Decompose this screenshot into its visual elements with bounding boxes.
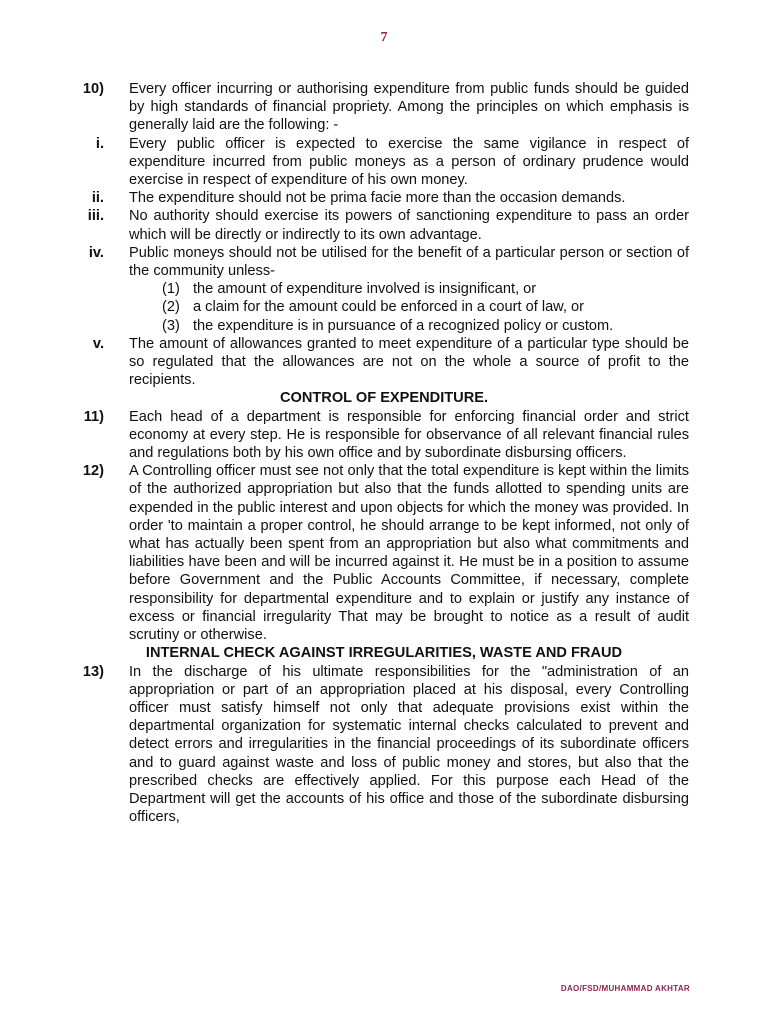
document-body [0, 80, 768, 826]
condition-label: (2) [162, 299, 180, 316]
principle-ii [0, 189, 768, 207]
section-heading-internal-check: INTERNAL CHECK AGAINST IRREGULARITIES, WASTE AND FRAUD [145, 645, 623, 662]
paragraph-text: A Controlling officer must see not only that the total expenditure is kept within the limits of the authorized appropriation but also that the funds allotted to spending units are expended in the public interest and upon objects for which the money was provided. In order 'to maintain a proper control, he should arrange to be kept informed, not only of what has actually been spent from an appropriation but also what commitments and liabilities have been and will be incurred against it. He must be in a position to assume before Government and the Public Accounts Committee, if necessary, complete responsibility for departmental expenditure and to explain or justify any instance of excess or financial irregularity That may be brought to notice as a result of audit scrutiny or otherwise. [129, 463, 689, 644]
principle-v [0, 335, 768, 390]
paragraph-text: Each head of a department is responsible for enforcing financial order and strict economy at every step. He is responsible for observance of all relevant financial rules and regulations both by his own office and by subordinate disbursing officers. [129, 408, 689, 462]
condition-text: a claim for the amount could be enforced in a court of law, or [193, 299, 585, 316]
principle-text: Public moneys should not be utilised for the benefit of a particular person or section of the community unless- [129, 244, 689, 280]
paragraph-12 [0, 462, 768, 644]
principle-i [0, 135, 768, 190]
condition-3 [0, 317, 768, 335]
paragraph-number: 11) [83, 408, 104, 425]
paragraph-text: In the discharge of his ultimate responsibilities for the "administration of an appropriation or part of an appropriation placed at his disposal, every Controlling officer must satisfy himself not only that adequate provisions exist within the departmental organization for systematic internal checks calculated to prevent and detect errors and irregularities in the financial proceedings of its subordinate officers and to guard against waste and loss of public money and stores, but also that the prescribed checks are effectively applied. For this purpose each Head of the Department will get the accounts of his office and those of the subordinate disbursing officers, [129, 663, 689, 826]
principle-text: The expenditure should not be prima facie more than the occasion demands. [129, 190, 626, 207]
principle-text: The amount of allowances granted to meet expenditure of a particular type should be so regulated that the allowances are not on the whole a source of profit to the recipients. [129, 335, 689, 389]
section-heading-control: CONTROL OF EXPENDITURE. [279, 390, 489, 407]
page-number: 7 [380, 30, 388, 45]
principle-number: v. [92, 335, 104, 352]
condition-text: the expenditure is in pursuance of a recognized policy or custom. [193, 317, 614, 334]
footer-credit: DAO/FSD/MUHAMMAD AKHTAR [560, 984, 690, 993]
condition-2 [0, 298, 768, 316]
paragraph-number: 13) [82, 663, 104, 680]
paragraph-number: 10) [82, 81, 104, 97]
condition-text: the amount of expenditure involved is insignificant, or [193, 281, 537, 298]
principle-number: iii. [87, 208, 104, 225]
paragraph-number: 12) [82, 463, 104, 480]
principle-iii [0, 207, 768, 243]
principle-number: i. [95, 135, 104, 152]
paragraph-13 [0, 663, 768, 827]
principle-number: ii. [91, 190, 104, 207]
paragraph-text: Every officer incurring or authorising expenditure from public funds should be guided by high standards of financial propriety. Among the principles on which emphasis is generally laid are the following: - [129, 81, 689, 134]
condition-1 [0, 280, 768, 298]
principle-text: Every public officer is expected to exercise the same vigilance in respect of expenditure incurred from public moneys as a person of ordinary prudence would exercise in respect of expenditure of his own money. [129, 135, 689, 189]
principle-number: iv. [88, 244, 104, 261]
condition-label: (3) [162, 317, 180, 334]
paragraph-11 [0, 408, 768, 463]
paragraph-10 [0, 80, 768, 135]
condition-label: (1) [162, 281, 180, 298]
principle-iv [0, 244, 768, 280]
principle-text: No authority should exercise its powers of sanctioning expenditure to pass an order which will be directly or indirectly to its own advantage. [129, 208, 689, 243]
